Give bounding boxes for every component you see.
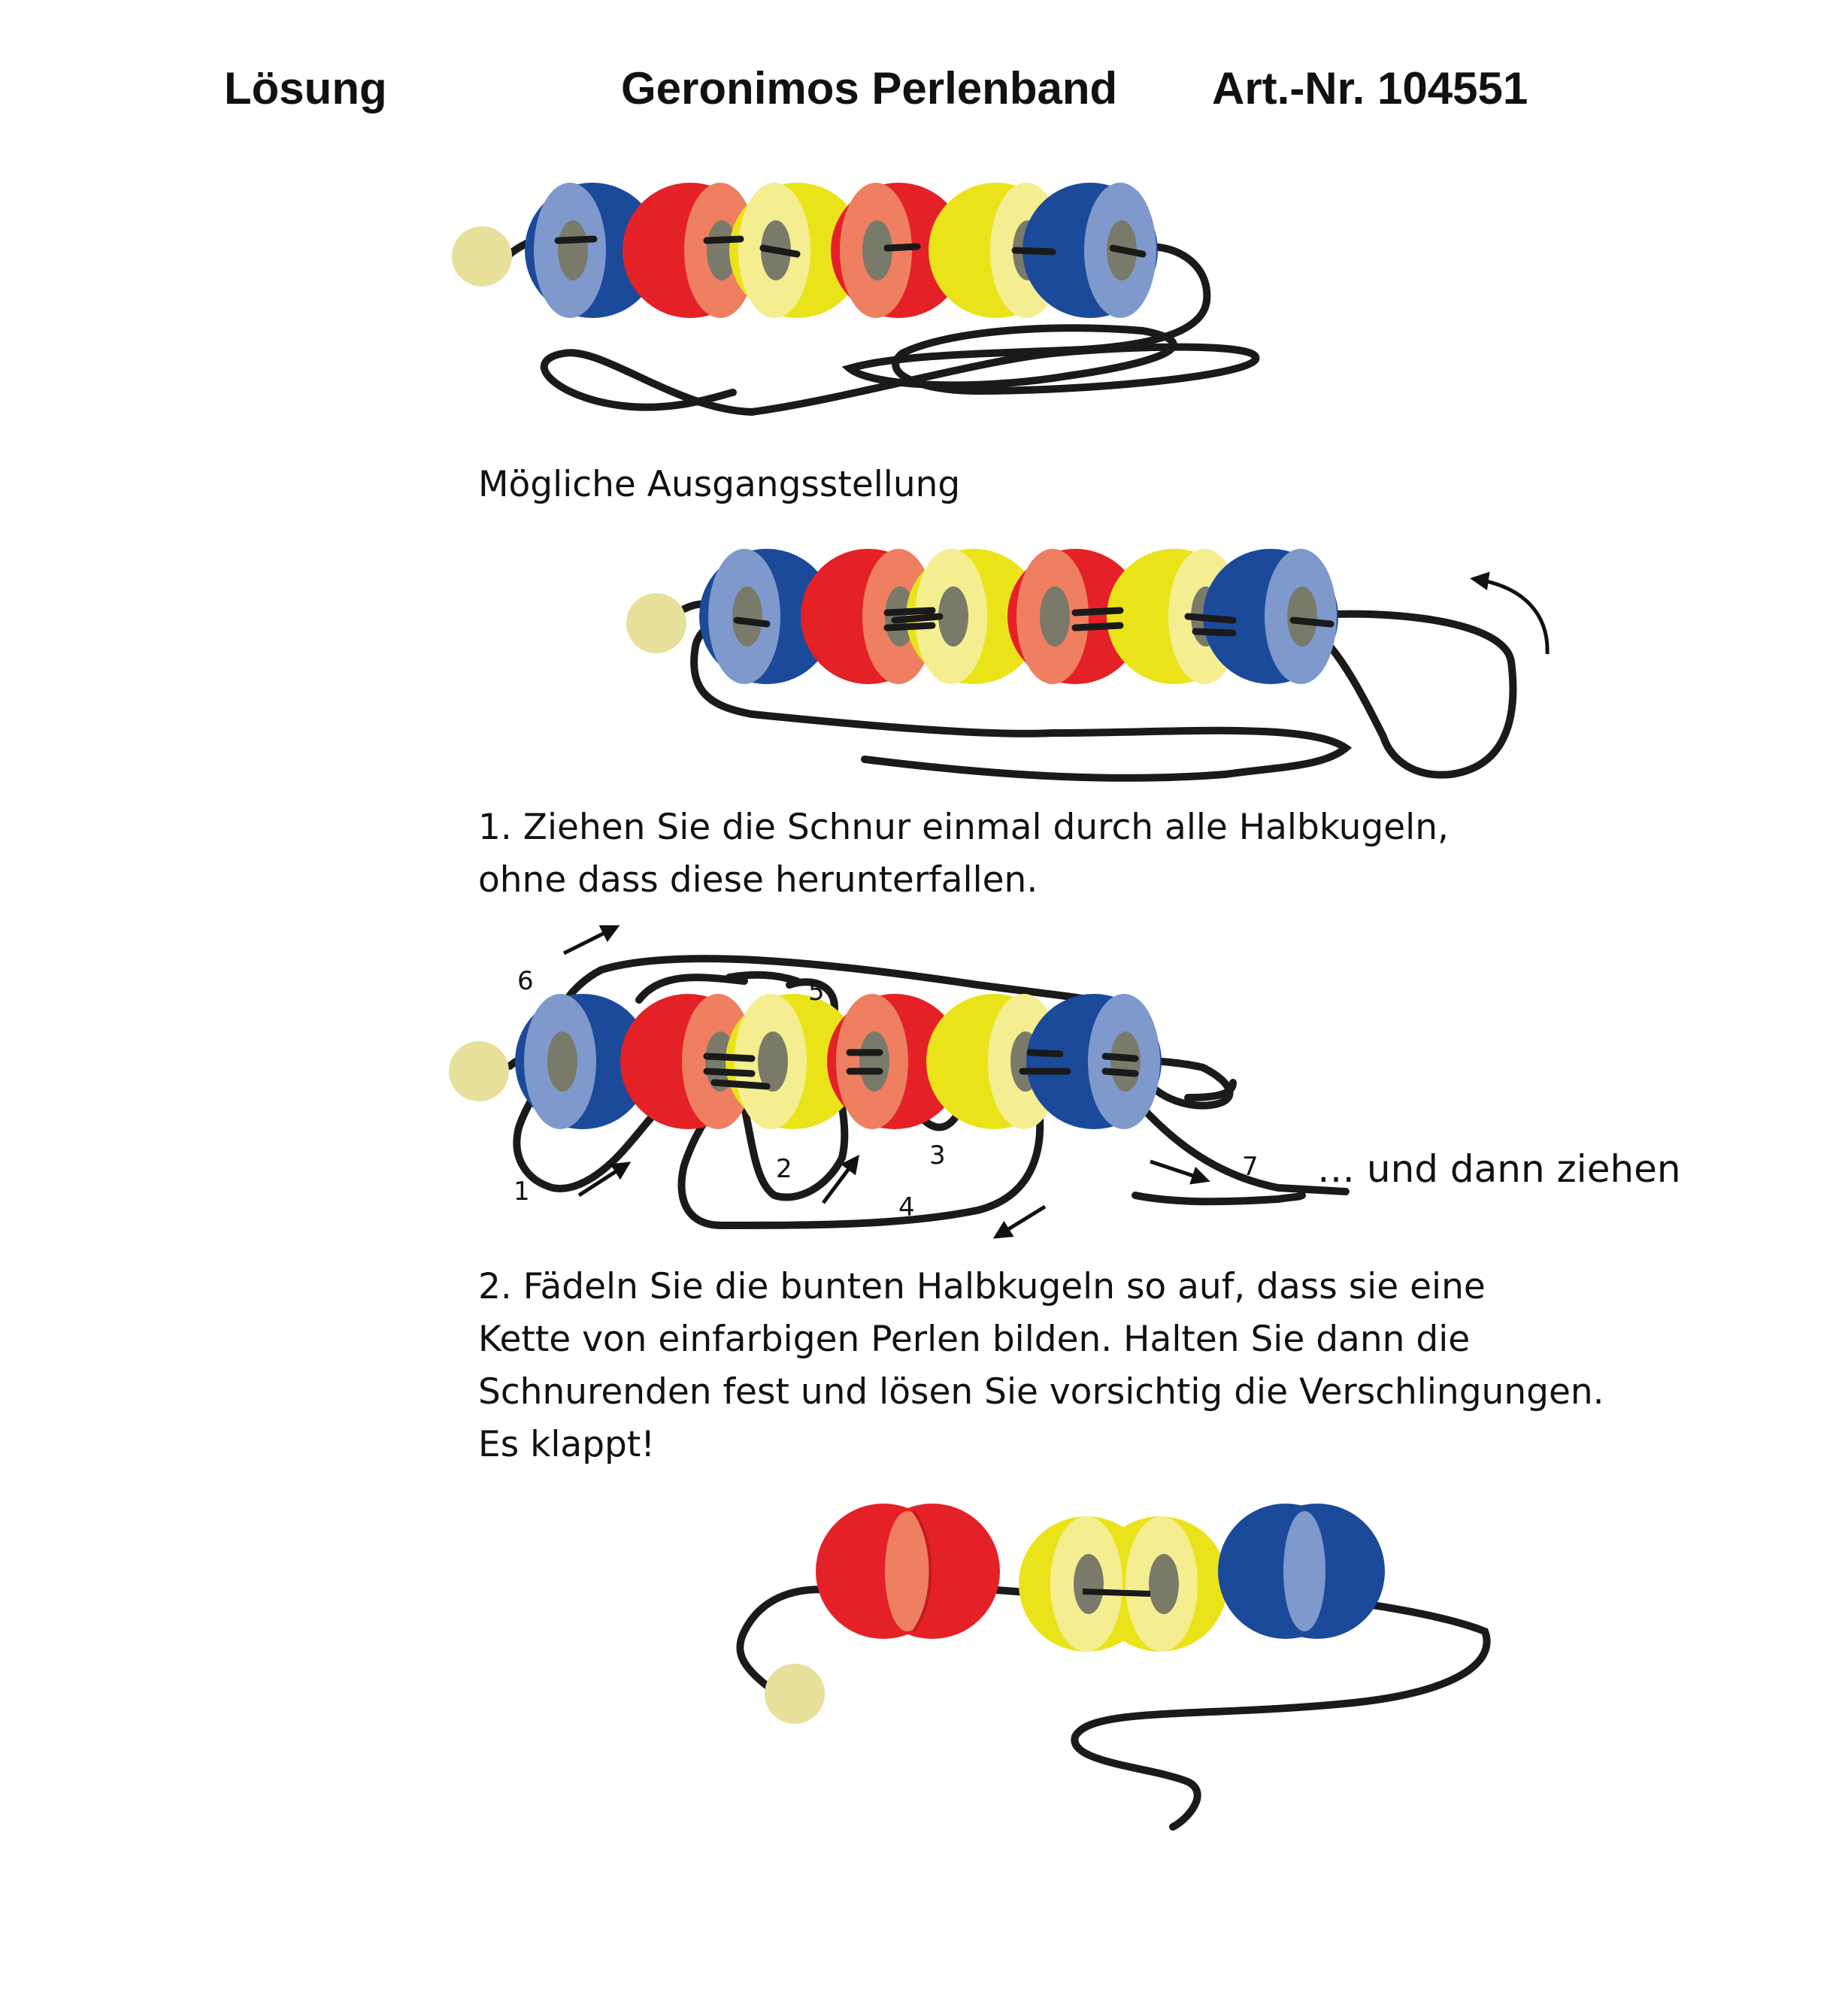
- article-number: Art.-Nr. 104551: [1212, 63, 1528, 114]
- end-bead: [626, 593, 686, 653]
- path-label: 7: [1242, 1152, 1259, 1182]
- path-label: 1: [514, 1177, 530, 1207]
- arrow-icon: [564, 927, 617, 953]
- solution-label: Lösung: [224, 63, 387, 114]
- pull-caption: … und dann ziehen: [1317, 1147, 1681, 1191]
- path-label: 3: [929, 1140, 946, 1171]
- end-bead: [765, 1664, 825, 1724]
- step1-text-line: ohne dass diese herunterfallen.: [478, 859, 1038, 901]
- step1-text-line: 1. Ziehen Sie die Schnur einmal durch alle Halbkugeln,: [478, 807, 1449, 848]
- blue-bead: [1218, 1504, 1385, 1639]
- path-label: 5: [808, 977, 825, 1007]
- path-label: 6: [517, 966, 534, 996]
- step2-illustration: [449, 927, 1346, 1237]
- start-caption: Mögliche Ausgangsstellung: [478, 464, 961, 505]
- step2-text-line: 2. Fädeln Sie die bunten Halbkugeln so auf, dass sie eine: [478, 1266, 1486, 1307]
- end-bead: [452, 226, 512, 286]
- page-title: Geronimos Perlenband: [621, 63, 1118, 114]
- step1-illustration: [626, 549, 1547, 778]
- step2-text-line: Schnurenden fest und lösen Sie vorsichtig die Verschlingungen.: [478, 1371, 1604, 1413]
- step2-text-line: Kette von einfarbigen Perlen bilden. Halten Sie dann die: [478, 1319, 1471, 1360]
- start-position-illustration: [452, 183, 1256, 412]
- yellow-bead: [1019, 1516, 1228, 1652]
- path-label: 2: [776, 1154, 792, 1184]
- arrow-icon: [1150, 1162, 1207, 1180]
- blue-half-bead: [1026, 994, 1162, 1129]
- path-label: 4: [898, 1192, 915, 1222]
- solved-illustration: [740, 1504, 1486, 1827]
- end-bead: [449, 1041, 509, 1101]
- curved-arrow-icon: [1474, 579, 1547, 654]
- step2-text-line: Es klappt!: [478, 1424, 656, 1465]
- arrow-icon: [996, 1207, 1045, 1237]
- red-bead: [816, 1504, 1000, 1639]
